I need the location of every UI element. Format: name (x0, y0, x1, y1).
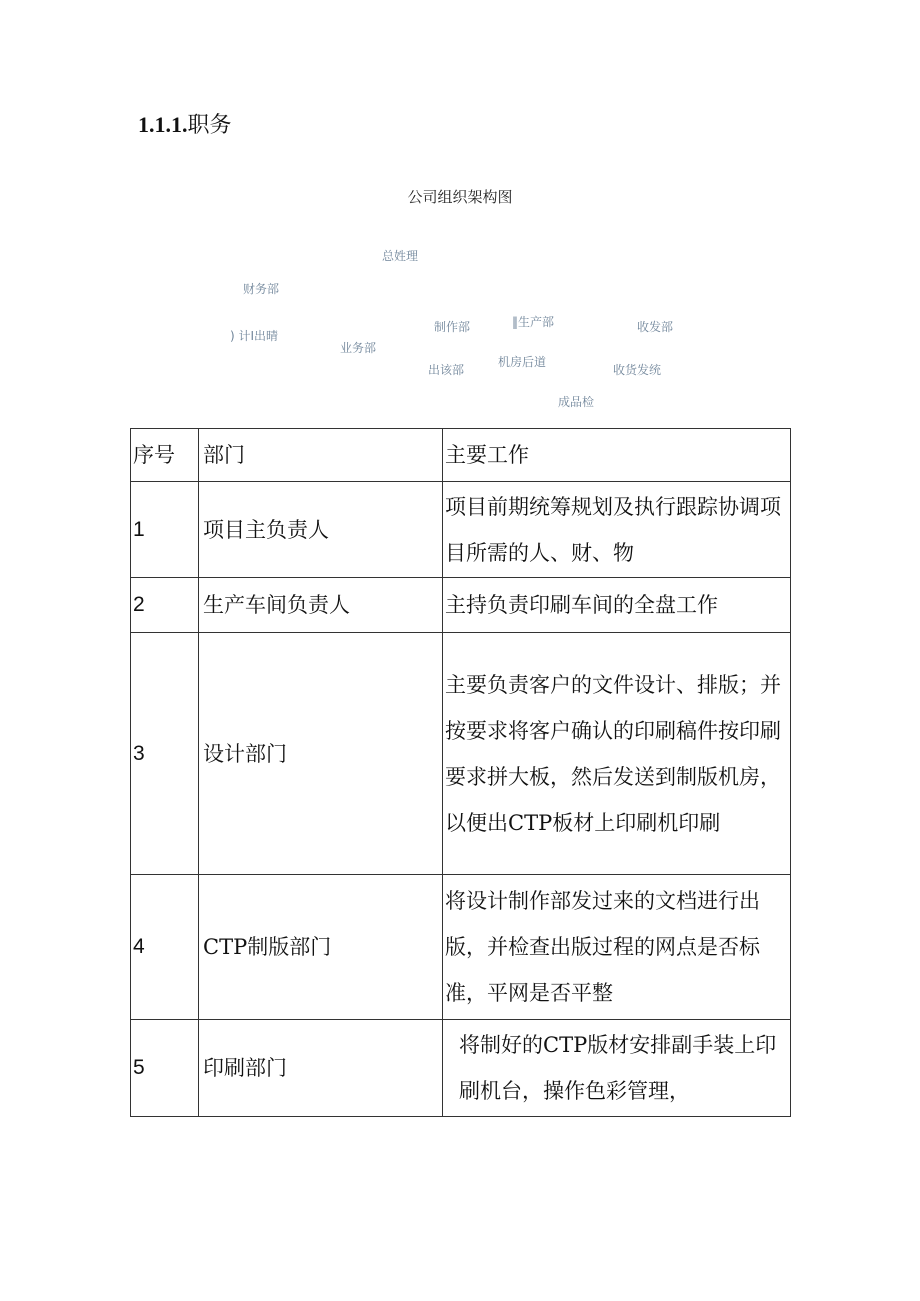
row-dept: 印刷部门 (199, 1020, 443, 1117)
row-work: 主持负责印刷车间的全盘工作 (443, 578, 791, 633)
row-index: 2 (131, 578, 199, 633)
org-node-output: 出该部 (428, 363, 465, 377)
row-dept: CTP制版部门 (199, 875, 443, 1020)
header-dept: 部门 (199, 429, 443, 482)
header-index: 序号 (131, 429, 199, 482)
row-work: 将制好的CTP版材安排副手装上印刷机台，操作色彩管理， (443, 1020, 791, 1117)
table-row (131, 875, 791, 1020)
row-work: 项目前期统筹规划及执行跟踪协调项目所需的人、财、物 (443, 482, 791, 578)
org-node-qc: 成品检 (558, 395, 595, 409)
row-dept: 项目主负责人 (199, 482, 443, 578)
org-node-shipping-system: 收货发统 (613, 363, 662, 377)
header-work: 主要工作 (443, 429, 791, 482)
org-node-accounting: ) 计I出晴 (230, 329, 279, 343)
row-index: 4 (131, 875, 199, 1020)
row-index: 1 (131, 482, 199, 578)
section-heading (138, 108, 232, 139)
row-dept: 设计部门 (199, 633, 443, 875)
row-work: 主要负责客户的文件设计、排版；并按要求将客户确认的印刷稿件按印刷要求拼大板，然后发送到制版机房，以便出CTP板材上印刷机印刷 (443, 633, 791, 875)
section-title: 职务 (187, 113, 232, 138)
table-row (131, 633, 791, 875)
section-number: 1.1.1. (138, 112, 188, 137)
row-index: 3 (131, 633, 199, 875)
table-row (131, 482, 791, 578)
row-dept: 生产车间负责人 (199, 578, 443, 633)
org-node-production: ‖生产部 (512, 315, 555, 329)
row-work: 将设计制作部发过来的文档进行出版，并检查出版过程的网点是否标准，平网是否平整 (443, 875, 791, 1020)
table-header-row (131, 429, 791, 482)
org-node-general-manager: 总姓理 (382, 249, 419, 263)
org-node-pressroom: 机房后道 (498, 355, 547, 369)
duties-table (130, 428, 791, 1117)
table-row (131, 1020, 791, 1117)
table-row (131, 578, 791, 633)
org-node-finance: 财务部 (243, 282, 280, 296)
org-node-business: 业务部 (340, 341, 377, 355)
org-chart-title: 公司组织架构图 (407, 188, 513, 206)
row-index: 5 (131, 1020, 199, 1117)
org-node-production-dept: 制作部 (434, 320, 471, 334)
org-node-receiving: 收发部 (637, 320, 674, 334)
